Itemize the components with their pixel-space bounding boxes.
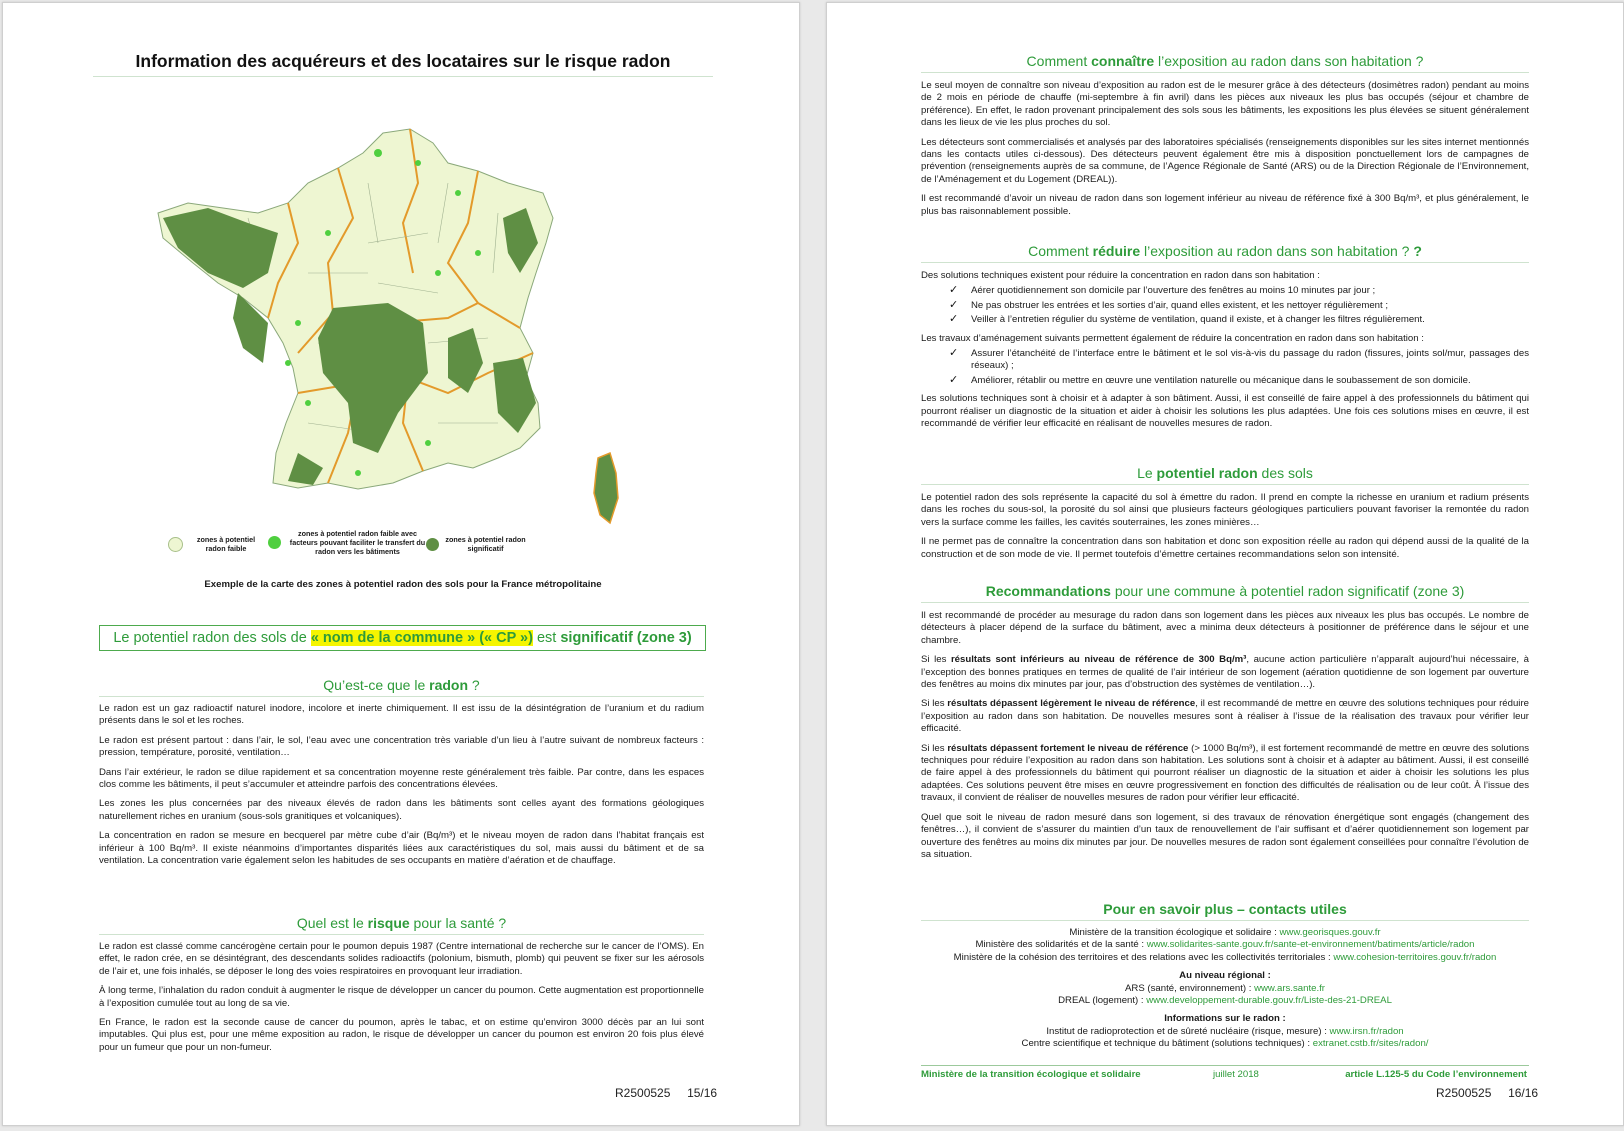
list-item: ✓ Améliorer, rétablir ou mettre en œuvre une ventilation naturelle ou mécanique dans le soubassement de son domicile. [949, 375, 1529, 387]
contact-line: Institut de radioprotection et de sûreté nucléaire (risque, mesure) : www.irsn.fr/radon [1046, 1025, 1404, 1037]
title-pre: Qu’est-ce que le [323, 677, 430, 693]
section-title [921, 465, 1529, 485]
radon-map [148, 123, 668, 563]
paragraph: Il est recommandé de procéder au mesurage du radon dans son logement dans les pièces aux niveaux les plus bas occupés. Le nombre de détecteurs à placer dépend de la surface du bâtiment, avec a minima deux détecteurs à positionner de préférence dans le séjour et une chambre. [921, 610, 1529, 646]
commune-statement [99, 625, 706, 651]
page-number: 15/16 [687, 1086, 718, 1100]
page-16 [826, 2, 1624, 1126]
corsica [594, 453, 618, 523]
list-item: ✓ Veiller à l’entretien régulier du système de ventilation, quand il existe, et à changer les filtres régulièrement. [949, 314, 1529, 326]
title-post: ? [468, 677, 480, 693]
section-reduce-exposure [921, 243, 1529, 437]
paragraph: Les solutions techniques sont à choisir et à adapter à son bâtiment. Aussi, il est conseillé de faire appel à des professionnels du bâtiment qui pourront réaliser un diagnostic de la situation et aider à choisir les solutions les plus adaptées. Une fois ces solutions mises en œuvre, il est recommandé de vérifier leur efficacité en réalisant de nouvelles mesures de radon. [921, 393, 1529, 430]
map-legend [168, 529, 568, 569]
section-soil-potential [921, 465, 1529, 568]
title-bold: connaître [1091, 53, 1155, 69]
contacts-list [921, 927, 1529, 1051]
title-bold: Recommandations [985, 583, 1111, 599]
contact-link[interactable]: www.ars.sante.fr [1254, 982, 1325, 994]
title-bold: radon [429, 677, 469, 693]
checklist-works [921, 348, 1529, 387]
title-bold: potentiel radon [1156, 465, 1258, 481]
legend-swatch-significant [426, 538, 439, 551]
legend-label-factor: zones à potentiel radon faible avec facteurs pouvant faciliter le transfert du radon vers les bâtiments [289, 529, 426, 556]
section-know-exposure [921, 53, 1529, 225]
contact-line: Centre scientifique et technique du bâtiment (solutions techniques) : extranet.cstb.fr/sites/radon/ [1021, 1038, 1429, 1050]
paragraph: Le potentiel radon des sols représente la capacité du sol à émettre du radon. Il prend en compte la richesse en uranium et radium présents dans les roches du sous-sol, la porosité du sol ainsi que plusieurs facteurs géologiques particuliers pouvant favoriser la remontée du radon vers la surface comme les failles, les cavités souterraines, les zones minières… [921, 492, 1529, 528]
contact-link[interactable]: www.georisques.gouv.fr [1279, 927, 1381, 938]
legend-swatch-low [168, 537, 183, 552]
contact-link[interactable]: www.solidarites-sante.gouv.fr/sante-et-environnement/batiments/article/radon [1146, 939, 1475, 951]
paragraph: À long terme, l’inhalation du radon conduit à augmenter le risque de développer un cancer du poumon. Cette augmentation est proportionnelle à l’exposition cumulée tout au long de sa vie. [99, 985, 704, 1009]
title-post: des sols [1257, 465, 1313, 481]
contact-line: DREAL (logement) : www.developpement-durable.gouv.fr/Liste-des-21-DREAL [1058, 995, 1392, 1007]
contact-line: Ministère des solidarités et de la santé : www.solidarites-sante.gouv.fr/sante-et-environnement/batiments/article/radon [975, 939, 1475, 951]
title-pre: Comment [1026, 53, 1092, 69]
section-contacts [921, 901, 1529, 1051]
paragraph: Le radon est classé comme cancérogène certain pour le poumon depuis 1987 (Centre international de recherche sur le cancer de l’OMS). En effet, le radon crée, en se désintégrant, des descendants solides radioactifs (polonium, bismuth, plomb) qui peuvent se fixer sur les aérosols de l’air et, une fois inhalés, se déposer le long des voies respiratoires en provoquant leur irradiation. [99, 941, 704, 977]
paragraph: Si les résultats dépassent fortement le niveau de référence (> 1000 Bq/m³), il est fortement recommandé de mettre en œuvre des solutions techniques pour réduire l’exposition au radon dans son habitation. Les solutions sont à choisir et à adapter au bâtiment. Aussi, il est conseillé de faire appel à des professionnels du bâtiment qui pourront réaliser un diagnostic de la situation et aider à choisir les solutions les plus adaptées. Ces solutions peuvent être mises en œuvre progressivement en fonction des difficultés de réalisation ou de leur coût. À l’issue des travaux, il convient de réaliser de nouvelles mesures de radon pour vérifier leur efficacité. [921, 742, 1529, 804]
commune-placeholder: « nom de la commune » (« CP ») [310, 630, 533, 646]
section-body [921, 270, 1529, 430]
info-heading: Informations sur le radon : [1164, 1013, 1286, 1025]
title-pre: Le [1137, 465, 1157, 481]
paragraph: Il ne permet pas de connaître la concentration dans son habitation et donc son exposition réelle au radon qui dépend aussi de la qualité de la construction et de son mode de vie. Il permet toutefois d’émettre certaines recommandations selon son intensité. [921, 536, 1529, 560]
paragraph: Si les résultats dépassent légèrement le niveau de référence, il est recommandé de mettre en œuvre des solutions techniques pour réduire l’exposition au radon dans son habitation. De nouvelles mesures sont à réaliser à l’issue de la réalisation des travaux pour vérifier leur efficacité. [921, 698, 1529, 735]
contact-link[interactable]: www.developpement-durable.gouv.fr/Liste-des-21-DREAL [1146, 995, 1392, 1007]
paragraph: Le radon est présent partout : dans l’air, le sol, l’eau avec une concentration très variable d’un lieu à l’autre suivant de nombreux facteurs : pression, température, porosité, ventilation… [99, 734, 704, 759]
contact-line: Ministère de la transition écologique et solidaire : www.georisques.gouv.fr [1069, 927, 1381, 938]
ministry-footer [921, 1065, 1529, 1080]
checklist-daily [921, 285, 1529, 326]
list-item: ✓ Ne pas obstruer les entrées et les sorties d’air, quand elles existent, et les nettoyer régulièrement ; [949, 300, 1529, 312]
title-post: l’exposition au radon dans son habitation ? [1154, 53, 1424, 69]
title-post: pour la santé ? [409, 915, 507, 931]
list-item: ✓ Aérer quotidiennement son domicile par l’ouverture des fenêtres au moins 10 minutes par jour ; [949, 285, 1529, 297]
page-footer [615, 1086, 717, 1100]
document-ref: R2500525 [615, 1086, 671, 1100]
section-body [921, 492, 1529, 561]
paragraph: Les détecteurs sont commercialisés et analysés par des laboratoires spécialisés (renseignements disponibles sur les sites internet mentionnés dans les contacts utiles ci-dessous). Des détecteurs peuvent également être mis à disposition ponctuellement lors de campagnes de prévention (renseignements auprès de sa commune, de l’Agence Régionale de Santé (ARS) ou de la Direction Régionale de l’Environnement, de l’Aménagement et du Logement (DREAL)). [921, 136, 1529, 185]
title-post: pour une commune à potentiel radon significatif (zone 3) [1110, 583, 1465, 599]
paragraph: La concentration en radon se mesure en becquerel par mètre cube d’air (Bq/m³) et le niveau moyen de radon dans l’habitat français est inférieur à 100 Bq/m³. Il existe néanmoins d’importantes disparités liées aux caractéristiques du sol, mais aussi du bâtiment et de sa ventilation. La concentration varie également selon les habitudes de ses occupants en matière d’aération et de chauffage. [99, 830, 704, 867]
legend-label-significant: zones à potentiel radon significatif [445, 535, 526, 553]
paragraph: Il est recommandé d’avoir un niveau de radon dans son logement inférieur au niveau de référence fixé à 300 Bq/m³, et plus généralement, le plus bas raisonnablement possible. [921, 193, 1529, 217]
section-body [99, 703, 704, 867]
paragraph: Des solutions techniques existent pour réduire la concentration en radon dans son habitation : [921, 270, 1320, 281]
title-pre: Comment [1028, 243, 1093, 259]
paragraph: Dans l’air extérieur, le radon se dilue rapidement et sa concentration moyenne reste généralement très faible. Par contre, dans les espaces clos comme les bâtiments, il peut s’accumuler et atteindre parfois des concentrations élevées. [99, 766, 704, 791]
title-post: l’exposition au radon dans son habitation ? [1140, 243, 1410, 259]
paragraph: Si les résultats sont inférieurs au niveau de référence de 300 Bq/m³, aucune action particulière n’apparaît aujourd’hui nécessaire, à l’exception des bonnes pratiques en termes de qualité de l’air intérieur de son logement (aération quotidienne de son logement par ouverture des fenêtres au moins dix minutes par jour, pas d’obstruction des systèmes de ventilation…). [921, 654, 1529, 691]
commune-middle: est [532, 630, 561, 646]
section-what-is-radon [99, 677, 704, 874]
footer-date: juillet 2018 [1213, 1069, 1259, 1080]
section-title [921, 583, 1529, 603]
section-body [921, 610, 1529, 861]
document-title: Information des acquéreurs et des locataires sur le risque radon [93, 51, 713, 77]
section-title: Comment réduire l’exposition au radon dans son habitation ? ? [921, 243, 1529, 263]
title-pre: Quel est le [296, 915, 368, 931]
section-recommendations [921, 583, 1529, 868]
legend-item-factor [268, 529, 428, 556]
section-title [99, 677, 704, 697]
commune-zone: significatif (zone 3) [560, 630, 692, 646]
section-body [99, 941, 704, 1054]
contact-link[interactable]: extranet.cstb.fr/sites/radon/ [1312, 1038, 1429, 1050]
contact-link[interactable]: www.cohesion-territoires.gouv.fr/radon [1333, 951, 1497, 963]
paragraph: Le radon est un gaz radioactif naturel inodore, incolore et inerte chimiquement. Il est issu de la désintégration de l’uranium et du radium présents dans le sol et les roches. [99, 703, 704, 727]
section-body [921, 80, 1529, 218]
footer-article: article L.125-5 du Code l’environnement [1345, 1069, 1527, 1080]
page-number: 16/16 [1508, 1086, 1539, 1100]
paragraph: En France, le radon est la seconde cause de cancer du poumon, après le tabac, et on estime qu’environ 3000 décès par an lui sont imputables. Qui plus est, pour une même exposition au radon, le risque de développer un cancer du poumon est environ 20 fois plus élevé pour un fumeur que pour un non-fumeur. [99, 1017, 704, 1053]
title-bold: réduire [1092, 243, 1141, 259]
map-caption: Exemple de la carte des zones à potentiel radon des sols pour la France métropolitaine [204, 579, 602, 590]
paragraph: Le seul moyen de connaître son niveau d’exposition au radon est de le mesurer grâce à des détecteurs (dosimètres radon) pendant au moins de 2 mois en période de chauffe (mi-septembre à fin avril) dans les pièces aux niveaux les plus bas occupés (séjour et chambre de préférence). En effet, le radon provenant principalement des sols sous les bâtiments, les expositions les plus élevées se situent généralement dans les lieux de vie les plus proches du sol. [921, 80, 1529, 129]
legend-item-low [168, 535, 263, 553]
page-footer [1436, 1086, 1538, 1100]
document-ref: R2500525 [1436, 1086, 1492, 1100]
list-item: ✓ Assurer l’étanchéité de l’interface entre le bâtiment et le sol vis-à-vis du passage du radon (fissures, joints sol/mur, passages des réseaux) ; [949, 348, 1529, 373]
legend-item-significant [426, 535, 526, 553]
page-15 [2, 2, 800, 1126]
paragraph: Les travaux d’aménagement suivants permettent également de réduire la concentration en radon dans son habitation : [921, 332, 1424, 344]
section-title: Pour en savoir plus – contacts utiles [921, 901, 1529, 921]
contact-line: Ministère de la cohésion des territoires et des relations avec les collectivités territoriales : www.cohesion-territoires.gouv.fr/radon [953, 951, 1497, 963]
section-health-risk [99, 915, 704, 1061]
commune-prefix: Le potentiel radon des sols de [113, 630, 311, 646]
regional-heading: Au niveau régional : [1179, 970, 1271, 982]
section-title [99, 915, 704, 935]
contact-link[interactable]: www.irsn.fr/radon [1329, 1025, 1404, 1037]
footer-ministry: Ministère de la transition écologique et solidaire [921, 1069, 1141, 1080]
paragraph: Les zones les plus concernées par des niveaux élevés de radon dans les bâtiments sont celles ayant des formations géologiques naturellement riches en uranium (sous-sols granitiques et volcaniques). [99, 798, 704, 822]
section-title [921, 53, 1529, 73]
title-bold: risque [367, 915, 410, 931]
legend-swatch-factor [268, 536, 281, 549]
legend-label-low: zones à potentiel radon faible [196, 535, 256, 553]
contact-line: ARS (santé, environnement) : www.ars.sante.fr [1125, 982, 1325, 994]
paragraph: Quel que soit le niveau de radon mesuré dans son logement, si des travaux de rénovation énergétique sont engagés (changement des fenêtres…), il convient de s’assurer du maintien d’un taux de renouvellement de l’air suffisant et d’aérer quotidiennement son logement par ouverture des fenêtres au moins dix minutes par jour. De nouvelles mesures de radon sont également conseillées pour connaître l’évolution de sa situation. [921, 811, 1529, 860]
